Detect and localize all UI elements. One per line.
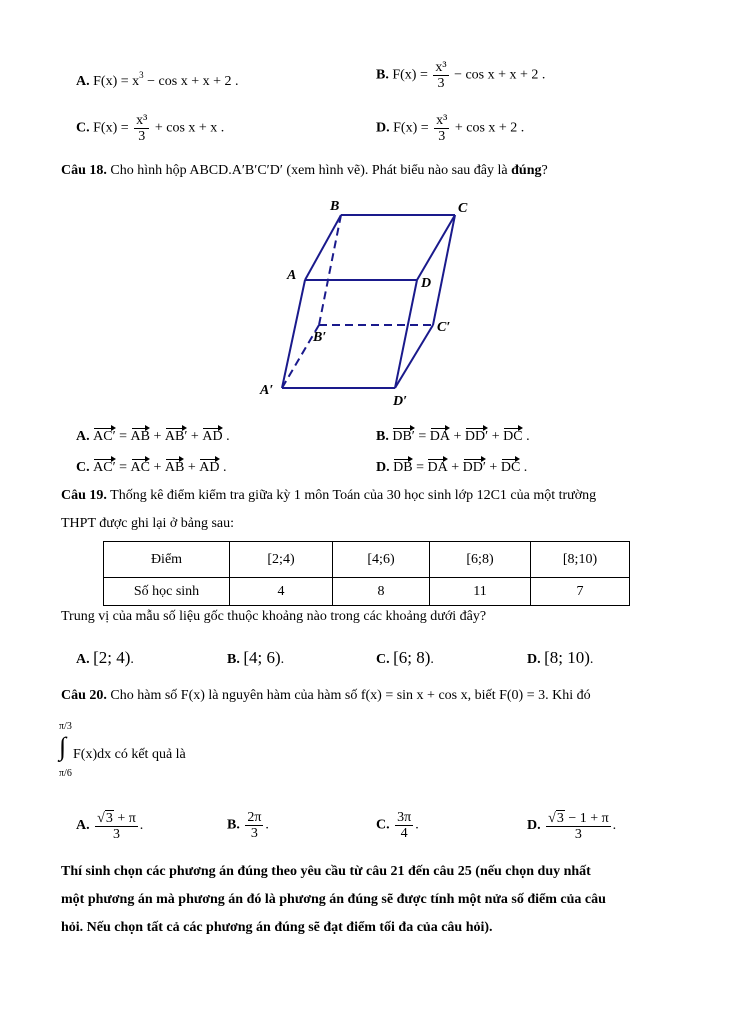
option-formula-exponent: 3 [139, 70, 144, 80]
operator: = [418, 429, 427, 444]
table-cell: [6;8) [430, 542, 531, 578]
fraction: $\frac{2\pi}{3}$ [247, 810, 262, 841]
table-cell: 7 [531, 578, 630, 606]
vertex-label-d: D [421, 276, 432, 291]
fraction: $\frac{\text{x³}}{3}$ [136, 113, 148, 144]
option-label: A. [76, 652, 90, 667]
vector: DB′ [392, 429, 415, 444]
option-end: . [139, 818, 144, 834]
fraction: $\frac{3\pi}{4}$ [397, 810, 412, 841]
q17-option-a[interactable] [76, 70, 239, 90]
question-number: Câu 18. [61, 163, 107, 178]
vertex-label-b1: B′ [313, 330, 327, 345]
option-end: . [223, 460, 227, 475]
table-cell: Số học sinh [104, 578, 230, 606]
question-text: , biết [467, 688, 496, 703]
q17-option-c[interactable] [76, 113, 224, 144]
option-label: B. [376, 429, 389, 444]
operator: + [451, 460, 460, 475]
option-label: C. [376, 817, 390, 833]
q19-question: Trung vị của mẫu số liệu gốc thuộc khoảng nào trong các khoảng dưới đây? [61, 609, 487, 624]
vertex-label-b: B [330, 199, 340, 214]
question-number: Câu 20. [61, 688, 107, 703]
question-text: là nguyên hàm của hàm số [208, 688, 358, 703]
score-table [103, 541, 630, 606]
q18-option-b[interactable] [376, 427, 530, 445]
option-end: . [589, 652, 594, 667]
operator: + [489, 460, 498, 475]
q18-option-a[interactable] [76, 427, 230, 445]
option-value: [6; 8) [393, 648, 431, 667]
option-label: C. [76, 120, 90, 136]
q19-option-a[interactable] [76, 648, 134, 668]
q17-option-b[interactable] [376, 60, 545, 91]
vertex-label-d1: D′ [393, 394, 408, 409]
instructions-line-2: một phương án mà phương án đó là phương án đúng sẽ được tính một nửa số điểm của câu [61, 892, 606, 907]
fraction: $\frac{\text{x³}}{3}$ [436, 113, 448, 144]
option-value: [8; 10) [544, 648, 590, 667]
q20-option-c[interactable] [376, 810, 419, 841]
q17-option-d[interactable] [376, 113, 524, 144]
option-end: . [226, 429, 230, 444]
edge-cc1 [433, 215, 455, 325]
integrand: F(x)dx [73, 747, 112, 762]
vertex-label-c: C [458, 201, 468, 216]
operator: + [153, 460, 162, 475]
operator: + [187, 460, 196, 475]
option-end: . [612, 818, 617, 834]
vector: AB′ [164, 429, 188, 444]
integral-upper-limit: π/3 [59, 721, 72, 732]
q18-stem [61, 163, 548, 179]
vertex-label-c1: C′ [437, 320, 451, 335]
edge-aa1 [282, 280, 305, 388]
vector: AC [130, 460, 150, 475]
figure-edges [282, 215, 455, 388]
formula: F(0) = 3 [499, 688, 546, 703]
option-end: . [265, 817, 269, 833]
vector: DC [500, 460, 521, 475]
question-emphasis: đúng [511, 163, 542, 178]
vector: DA [427, 460, 448, 475]
operator: = [119, 429, 128, 444]
question-end: ? [541, 163, 548, 178]
table-row [104, 578, 630, 606]
option-end: . [526, 429, 530, 444]
option-label: A. [76, 818, 90, 834]
operator: = [416, 460, 424, 475]
option-end: . [430, 652, 434, 667]
vector: AD [199, 460, 220, 475]
option-label: D. [527, 652, 541, 667]
table-cell: 8 [333, 578, 430, 606]
option-label: D. [376, 120, 390, 136]
q18-option-d[interactable] [376, 458, 527, 476]
option-label: A. [76, 429, 90, 444]
integral-lower-limit: π/6 [59, 768, 72, 779]
option-formula-pre: F(x) = [393, 120, 429, 136]
option-label: B. [227, 652, 240, 667]
vector: DD′ [464, 429, 489, 444]
question-text: có kết quả là [114, 747, 186, 762]
table-cell: Điểm [104, 542, 230, 578]
fraction: $\frac{√3 + \pi}{3}$ [97, 811, 136, 842]
option-formula-post: − cos x + x + 2 . [143, 74, 239, 89]
vector: AD [202, 429, 223, 444]
operator: = [119, 460, 128, 475]
vector: AB [130, 429, 150, 444]
vector: DD′ [462, 460, 486, 475]
formula: F(x) [180, 688, 205, 703]
question-text: Cho hàm số [110, 688, 178, 703]
parallelepiped-figure [250, 195, 490, 410]
option-formula-post: + cos x + 2 . [454, 120, 525, 136]
vector: DA [429, 429, 450, 444]
question-text: . Khi đó [545, 688, 591, 703]
q20-option-a[interactable] [76, 810, 143, 842]
vertex-label-a: A [287, 268, 297, 283]
option-label: C. [76, 460, 90, 475]
option-formula-pre: F(x) = [93, 120, 129, 136]
option-value: [4; 6) [243, 648, 281, 667]
q19-option-d[interactable] [527, 648, 593, 668]
table-header-row [104, 542, 630, 578]
table-cell: [2;4) [230, 542, 333, 578]
edge-ba [305, 215, 341, 280]
table-cell: 11 [430, 578, 531, 606]
question-number: Câu 19. [61, 488, 107, 503]
table-cell: [4;6) [333, 542, 430, 578]
edge-dd1 [395, 280, 417, 388]
option-label: C. [376, 652, 390, 667]
fraction: $\frac{\text{x³}}{3}$ [435, 60, 447, 91]
integral-sign-icon: ∫ [59, 732, 67, 761]
option-label: A. [76, 74, 90, 89]
option-value: [2; 4) [93, 648, 131, 667]
integral-body [73, 747, 186, 763]
q20-stem [61, 688, 591, 704]
q20-option-d[interactable] [527, 810, 616, 842]
table-cell: 4 [230, 578, 333, 606]
vector: DC [503, 429, 523, 444]
vector: AC′ [93, 460, 116, 475]
option-end: . [280, 652, 285, 667]
question-text: Cho hình hộp ABCD.A′B′C′D′ (xem hình vẽ). Phát biểu nào sau đây là [110, 163, 508, 178]
operator: + [491, 429, 500, 444]
option-end: . [130, 652, 134, 667]
option-formula-pre: F(x) = x [93, 74, 140, 89]
option-formula-post: + cos x + x . [154, 120, 225, 136]
q19-option-b[interactable] [227, 648, 284, 668]
q18-option-c[interactable] [76, 458, 227, 476]
formula: f(x) = sin x + cos x [360, 688, 468, 703]
q19-stem-line1 [61, 488, 596, 504]
option-label: D. [527, 818, 541, 834]
vertex-label-a1: A′ [260, 383, 274, 398]
vector: AC′ [93, 429, 116, 444]
option-label: B. [376, 67, 389, 83]
q19-option-c[interactable] [376, 648, 434, 668]
edge-bb1-hidden [319, 215, 341, 325]
q20-option-b[interactable] [227, 810, 269, 841]
option-end: . [415, 817, 419, 833]
option-formula-pre: F(x) = [392, 67, 428, 83]
operator: + [190, 429, 199, 444]
option-end: . [523, 460, 528, 475]
option-label: B. [227, 817, 240, 833]
instructions-line-1: Thí sinh chọn các phương án đúng theo yêu cầu từ câu 21 đến câu 25 (nếu chọn duy nhất [61, 864, 591, 879]
vector: DB [393, 460, 413, 475]
fraction: $\frac{√3 - 1 + \pi}{3}$ [548, 811, 609, 842]
question-text: Thống kê điểm kiểm tra giữa kỳ 1 môn Toán của 30 học sinh lớp 12C1 của một trường [110, 488, 597, 503]
operator: + [153, 429, 162, 444]
option-label: D. [376, 460, 390, 475]
table-cell: [8;10) [531, 542, 630, 578]
operator: + [453, 429, 462, 444]
instructions-line-3: hỏi. Nếu chọn tất cả các phương án đúng sẽ đạt điểm tối đa của câu hỏi). [61, 920, 493, 935]
q19-stem-line2: THPT được ghi lại ở bảng sau: [61, 516, 235, 531]
vector: AB [164, 460, 185, 475]
option-formula-post: − cos x + x + 2 . [454, 67, 546, 83]
